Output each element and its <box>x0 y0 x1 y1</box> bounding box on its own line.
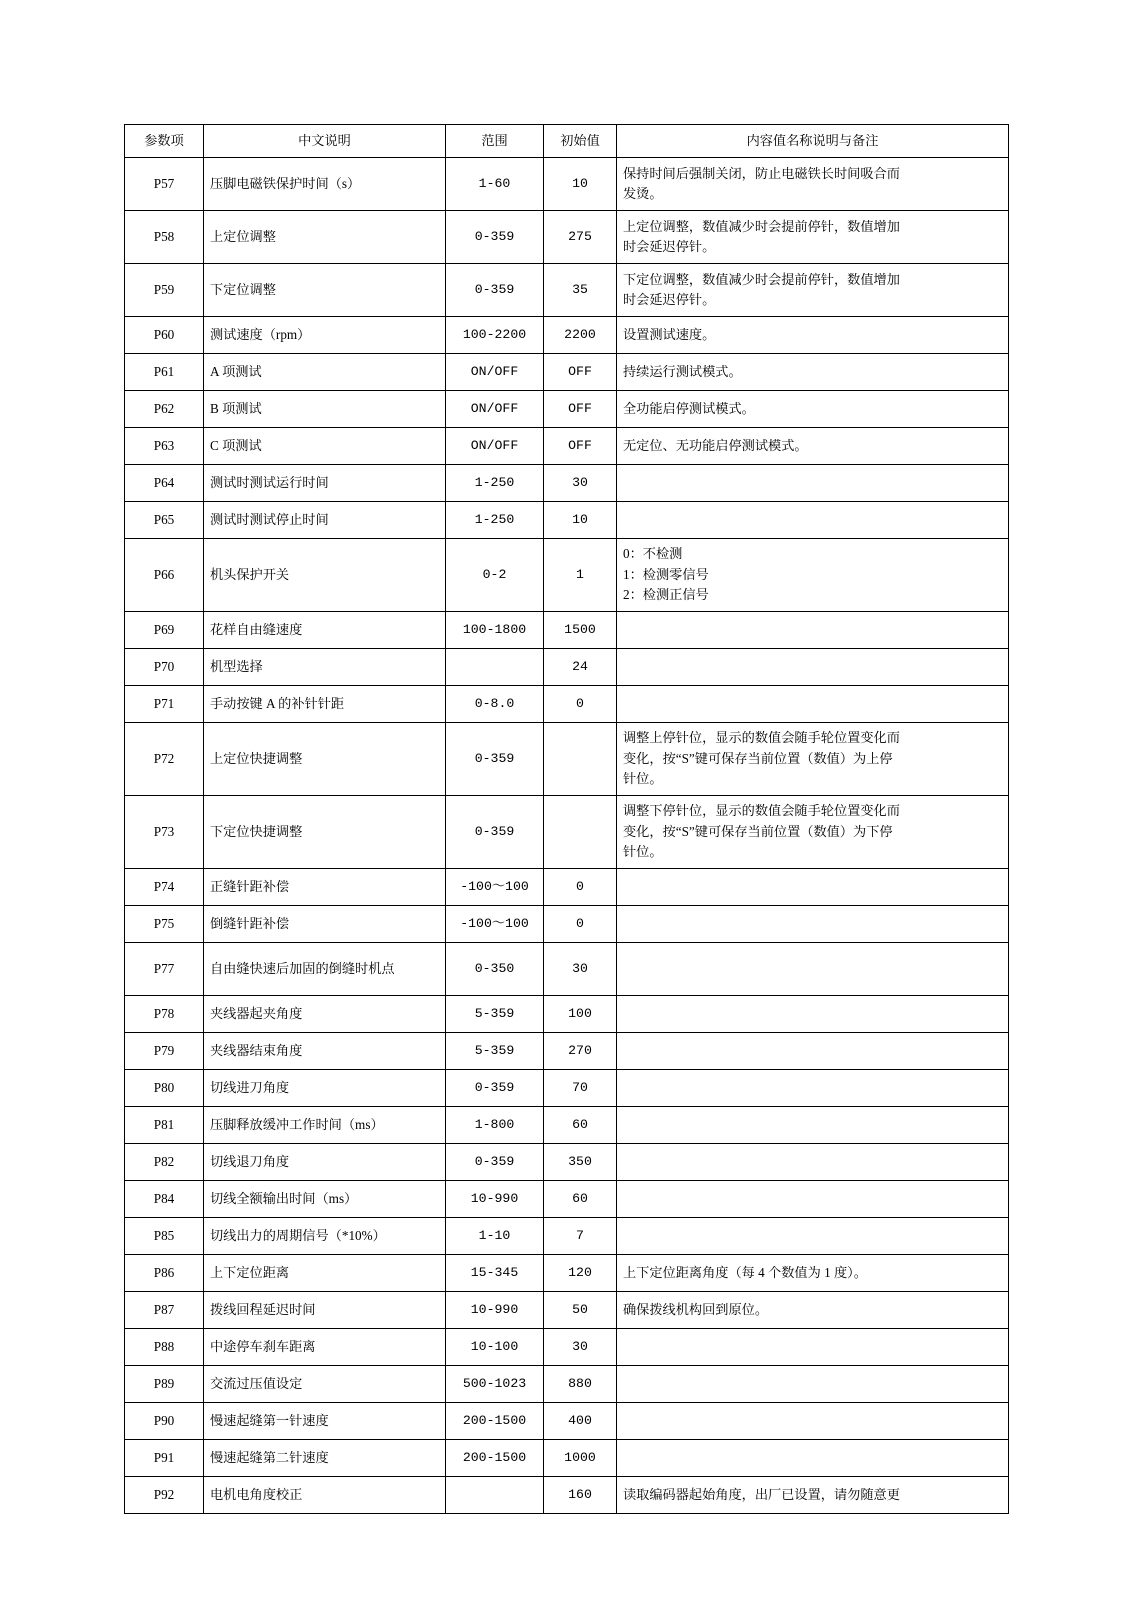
cell-description <box>204 1329 446 1366</box>
cell-note <box>617 1366 1009 1403</box>
description-line: 测试时测试停止时间 <box>210 511 329 527</box>
cell-note <box>617 158 1009 211</box>
description-line: 中途停车刹车距离 <box>210 1338 316 1354</box>
cell-parameter-code: P58 <box>125 211 204 264</box>
note-line: 调整下停针位，显示的数值会随手轮位置变化而 <box>623 803 900 819</box>
cell-note <box>617 723 1009 796</box>
description-line: 花样自由缝速度 <box>210 621 303 637</box>
cell-initial-value: 2200 <box>544 317 617 354</box>
table-row <box>125 686 1009 723</box>
table-row <box>125 796 1009 869</box>
cell-note <box>617 1218 1009 1255</box>
cell-description <box>204 158 446 211</box>
cell-parameter-code: P92 <box>125 1477 204 1514</box>
cell-note <box>617 539 1009 612</box>
description-line: 下定位快捷调整 <box>210 823 303 839</box>
cell-initial-value: OFF <box>544 428 617 465</box>
note-line: 确保拨线机构回到原位。 <box>623 1301 769 1317</box>
description-line: 慢速起缝第一针速度 <box>210 1412 329 1428</box>
cell-range: 0-359 <box>446 796 544 869</box>
cell-initial-value: 400 <box>544 1403 617 1440</box>
description-line: 压脚电磁铁保护时间（s） <box>210 175 361 191</box>
cell-description <box>204 428 446 465</box>
description-line: 机型选择 <box>210 658 263 674</box>
table-row <box>125 1440 1009 1477</box>
cell-parameter-code: P84 <box>125 1181 204 1218</box>
cell-initial-value: 275 <box>544 211 617 264</box>
table-row <box>125 1218 1009 1255</box>
description-line: 切线全额输出时间（ms） <box>210 1190 358 1206</box>
table-row <box>125 1329 1009 1366</box>
cell-description <box>204 211 446 264</box>
description-line: 机点 <box>368 960 395 976</box>
cell-initial-value: 0 <box>544 906 617 943</box>
cell-description <box>204 502 446 539</box>
note-line: 发烫。 <box>623 186 663 201</box>
cell-note <box>617 1070 1009 1107</box>
cell-description <box>204 649 446 686</box>
cell-parameter-code: P80 <box>125 1070 204 1107</box>
description-line: 正缝针距补偿 <box>210 878 290 894</box>
table-row <box>125 649 1009 686</box>
cell-initial-value: 0 <box>544 686 617 723</box>
table-row <box>125 539 1009 612</box>
description-line: A 项测试 <box>210 363 262 379</box>
cell-range: 0-359 <box>446 723 544 796</box>
cell-range: 1-250 <box>446 465 544 502</box>
description-line: 切线进刀角度 <box>210 1079 290 1095</box>
cell-range: 15-345 <box>446 1255 544 1292</box>
cell-initial-value: 100 <box>544 996 617 1033</box>
description-line: 测试时测试运行时间 <box>210 474 329 490</box>
cell-description <box>204 723 446 796</box>
cell-initial-value: 60 <box>544 1107 617 1144</box>
cell-parameter-code: P65 <box>125 502 204 539</box>
cell-description <box>204 1403 446 1440</box>
table-row <box>125 1255 1009 1292</box>
cell-description <box>204 1144 446 1181</box>
parameter-table <box>124 124 1009 1514</box>
cell-range: 0-359 <box>446 211 544 264</box>
description-line: 电机电角度校正 <box>210 1486 303 1502</box>
cell-description <box>204 391 446 428</box>
cell-parameter-code: P74 <box>125 869 204 906</box>
table-row <box>125 906 1009 943</box>
table-row <box>125 996 1009 1033</box>
cell-parameter-code: P57 <box>125 158 204 211</box>
cell-note <box>617 996 1009 1033</box>
description-line: 慢速起缝第二针速度 <box>210 1449 329 1465</box>
cell-initial-value: 10 <box>544 502 617 539</box>
note-line: 全功能启停测试模式。 <box>623 400 755 416</box>
cell-initial-value: 1500 <box>544 612 617 649</box>
cell-initial-value: OFF <box>544 354 617 391</box>
cell-initial-value: 10 <box>544 158 617 211</box>
cell-description <box>204 465 446 502</box>
cell-range <box>446 649 544 686</box>
note-line: 调整上停针位，显示的数值会随手轮位置变化而 <box>623 730 900 746</box>
cell-range: 0-359 <box>446 1144 544 1181</box>
note-line: 上下定位距离角度（每 4 个数值为 1 度）。 <box>623 1264 867 1280</box>
cell-note <box>617 211 1009 264</box>
description-line: 切线出力的周期信号（*10%） <box>210 1227 386 1243</box>
cell-range: 0-359 <box>446 1070 544 1107</box>
note-line: 下定位调整，数值减少时会提前停针，数值增加 <box>623 271 900 287</box>
cell-parameter-code: P73 <box>125 796 204 869</box>
cell-note <box>617 1033 1009 1070</box>
cell-note <box>617 354 1009 391</box>
cell-parameter-code: P64 <box>125 465 204 502</box>
cell-initial-value: 30 <box>544 1329 617 1366</box>
note-line: 变化，按“S”键可保存当前位置（数值）为上停 <box>623 750 893 766</box>
cell-parameter-code: P81 <box>125 1107 204 1144</box>
cell-range <box>446 1477 544 1514</box>
table-row <box>125 354 1009 391</box>
cell-range: 1-800 <box>446 1107 544 1144</box>
cell-parameter-code: P89 <box>125 1366 204 1403</box>
cell-range: ON/OFF <box>446 391 544 428</box>
description-line: 自由缝快速后加固的倒缝时 <box>210 960 369 976</box>
note-line: 针位。 <box>623 771 663 787</box>
table-row <box>125 943 1009 996</box>
cell-parameter-code: P85 <box>125 1218 204 1255</box>
table-row <box>125 317 1009 354</box>
cell-range: 5-359 <box>446 996 544 1033</box>
cell-range: 100-2200 <box>446 317 544 354</box>
description-line: 倒缝针距补偿 <box>210 915 290 931</box>
cell-note <box>617 1329 1009 1366</box>
description-line: 上下定位距离 <box>210 1264 290 1280</box>
table-row <box>125 1292 1009 1329</box>
cell-initial-value: 35 <box>544 264 617 317</box>
table-row <box>125 1403 1009 1440</box>
cell-initial-value: 7 <box>544 1218 617 1255</box>
note-line: 针位。 <box>623 844 663 860</box>
cell-parameter-code: P88 <box>125 1329 204 1366</box>
cell-range: 1-10 <box>446 1218 544 1255</box>
cell-initial-value: 60 <box>544 1181 617 1218</box>
cell-parameter-code: P61 <box>125 354 204 391</box>
table-row <box>125 391 1009 428</box>
description-line: 下定位调整 <box>210 281 276 297</box>
cell-description <box>204 1477 446 1514</box>
cell-initial-value: 160 <box>544 1477 617 1514</box>
cell-range: 500-1023 <box>446 1366 544 1403</box>
cell-initial-value: 880 <box>544 1366 617 1403</box>
cell-parameter-code: P91 <box>125 1440 204 1477</box>
cell-range: 10-990 <box>446 1181 544 1218</box>
cell-parameter-code: P69 <box>125 612 204 649</box>
cell-note <box>617 1144 1009 1181</box>
table-header <box>125 125 1009 158</box>
cell-note <box>617 869 1009 906</box>
cell-description <box>204 1218 446 1255</box>
cell-range: 5-359 <box>446 1033 544 1070</box>
note-line: 变化，按“S”键可保存当前位置（数值）为下停 <box>623 823 893 839</box>
cell-parameter-code: P77 <box>125 943 204 996</box>
cell-initial-value: 30 <box>544 943 617 996</box>
description-line: C 项测试 <box>210 437 262 453</box>
cell-description <box>204 1181 446 1218</box>
cell-range: 0-359 <box>446 264 544 317</box>
cell-parameter-code: P62 <box>125 391 204 428</box>
cell-range: 0-2 <box>446 539 544 612</box>
cell-parameter-code: P90 <box>125 1403 204 1440</box>
cell-description <box>204 539 446 612</box>
table-row <box>125 502 1009 539</box>
cell-description <box>204 1366 446 1403</box>
cell-parameter-code: P75 <box>125 906 204 943</box>
note-line: 0：不检测 <box>623 546 683 562</box>
description-line: 手动按键 A 的补针针距 <box>210 695 345 711</box>
description-line: 压脚释放缓冲工作时间（ms） <box>210 1116 384 1132</box>
table-row <box>125 723 1009 796</box>
cell-description <box>204 996 446 1033</box>
cell-note <box>617 906 1009 943</box>
cell-initial-value: 0 <box>544 869 617 906</box>
description-line: 拨线回程延迟时间 <box>210 1301 316 1317</box>
cell-note <box>617 428 1009 465</box>
cell-parameter-code: P87 <box>125 1292 204 1329</box>
description-line: 夹线器起夹角度 <box>210 1005 303 1021</box>
cell-note <box>617 317 1009 354</box>
cell-description <box>204 354 446 391</box>
table-row <box>125 428 1009 465</box>
note-line: 无定位、无功能启停测试模式。 <box>623 437 808 453</box>
header-cell-initial: 初始值 <box>544 125 617 158</box>
table-body <box>125 158 1009 1514</box>
table-row <box>125 1366 1009 1403</box>
header-cell-note: 内容值名称说明与备注 <box>617 125 1009 158</box>
table-row <box>125 264 1009 317</box>
table-row <box>125 211 1009 264</box>
table-row <box>125 158 1009 211</box>
description-line: 夹线器结束角度 <box>210 1042 303 1058</box>
cell-parameter-code: P72 <box>125 723 204 796</box>
cell-initial-value: 50 <box>544 1292 617 1329</box>
cell-initial-value: 70 <box>544 1070 617 1107</box>
cell-initial-value: 1000 <box>544 1440 617 1477</box>
cell-note <box>617 391 1009 428</box>
cell-initial-value: OFF <box>544 391 617 428</box>
table-row <box>125 1144 1009 1181</box>
cell-description <box>204 906 446 943</box>
cell-range: 0-8.0 <box>446 686 544 723</box>
cell-parameter-code: P59 <box>125 264 204 317</box>
cell-note <box>617 1181 1009 1218</box>
cell-range: -100～100 <box>446 906 544 943</box>
cell-description <box>204 869 446 906</box>
cell-initial-value <box>544 723 617 796</box>
table-row <box>125 869 1009 906</box>
description-line: 上定位调整 <box>210 228 276 244</box>
note-line: 时会延迟停针。 <box>623 292 716 307</box>
cell-parameter-code: P63 <box>125 428 204 465</box>
cell-initial-value: 30 <box>544 465 617 502</box>
cell-range: 1-60 <box>446 158 544 211</box>
cell-parameter-code: P86 <box>125 1255 204 1292</box>
cell-range: 10-100 <box>446 1329 544 1366</box>
cell-note <box>617 686 1009 723</box>
cell-initial-value: 1 <box>544 539 617 612</box>
cell-description <box>204 1070 446 1107</box>
note-line: 2：检测正信号 <box>623 587 709 603</box>
note-line: 持续运行测试模式。 <box>623 363 742 379</box>
cell-parameter-code: P79 <box>125 1033 204 1070</box>
cell-note <box>617 264 1009 317</box>
description-line: 机头保护开关 <box>210 566 290 582</box>
description-line: 切线退刀角度 <box>210 1153 290 1169</box>
cell-note <box>617 612 1009 649</box>
cell-note <box>617 502 1009 539</box>
note-line: 设置测试速度。 <box>623 326 716 342</box>
cell-description <box>204 1107 446 1144</box>
table-row <box>125 612 1009 649</box>
cell-note <box>617 465 1009 502</box>
cell-description <box>204 264 446 317</box>
cell-description <box>204 317 446 354</box>
cell-parameter-code: P70 <box>125 649 204 686</box>
cell-description <box>204 686 446 723</box>
cell-parameter-code: P71 <box>125 686 204 723</box>
note-line: 1：检测零信号 <box>623 566 709 582</box>
cell-initial-value: 24 <box>544 649 617 686</box>
description-line: 测试速度（rpm） <box>210 326 311 342</box>
cell-range: 100-1800 <box>446 612 544 649</box>
cell-note <box>617 1292 1009 1329</box>
description-line: B 项测试 <box>210 400 262 416</box>
table-row <box>125 1477 1009 1514</box>
table-header-row <box>125 125 1009 158</box>
table-row <box>125 1181 1009 1218</box>
header-cell-range: 范围 <box>446 125 544 158</box>
note-line: 上定位调整，数值减少时会提前停针，数值增加 <box>623 218 900 234</box>
cell-description <box>204 1255 446 1292</box>
cell-range: 200-1500 <box>446 1403 544 1440</box>
cell-range: -100～100 <box>446 869 544 906</box>
cell-note <box>617 1440 1009 1477</box>
cell-initial-value <box>544 796 617 869</box>
note-line: 时会延迟停针。 <box>623 239 716 254</box>
header-cell-code: 参数项 <box>125 125 204 158</box>
cell-description <box>204 1033 446 1070</box>
table-row <box>125 1107 1009 1144</box>
cell-note <box>617 1107 1009 1144</box>
cell-parameter-code: P78 <box>125 996 204 1033</box>
cell-range: ON/OFF <box>446 354 544 391</box>
cell-initial-value: 120 <box>544 1255 617 1292</box>
cell-parameter-code: P60 <box>125 317 204 354</box>
cell-description <box>204 612 446 649</box>
note-line: 读取编码器起始角度，出厂已设置，请勿随意更 <box>623 1486 900 1502</box>
description-line: 交流过压值设定 <box>210 1375 303 1391</box>
parameter-table-container <box>124 124 1008 1514</box>
table-row <box>125 1033 1009 1070</box>
cell-description <box>204 1440 446 1477</box>
cell-range: 10-990 <box>446 1292 544 1329</box>
note-line: 保持时间后强制关闭，防止电磁铁长时间吸合而 <box>623 165 900 181</box>
cell-note <box>617 943 1009 996</box>
cell-description <box>204 1292 446 1329</box>
cell-range: 1-250 <box>446 502 544 539</box>
cell-note <box>617 1477 1009 1514</box>
cell-initial-value: 350 <box>544 1144 617 1181</box>
cell-description <box>204 796 446 869</box>
cell-note <box>617 796 1009 869</box>
header-cell-description: 中文说明 <box>204 125 446 158</box>
cell-range: ON/OFF <box>446 428 544 465</box>
table-row <box>125 465 1009 502</box>
description-line: 上定位快捷调整 <box>210 750 303 766</box>
cell-parameter-code: P66 <box>125 539 204 612</box>
cell-range: 0-350 <box>446 943 544 996</box>
cell-note <box>617 1255 1009 1292</box>
cell-parameter-code: P82 <box>125 1144 204 1181</box>
cell-description <box>204 943 446 996</box>
cell-note <box>617 1403 1009 1440</box>
table-row <box>125 1070 1009 1107</box>
cell-initial-value: 270 <box>544 1033 617 1070</box>
cell-note <box>617 649 1009 686</box>
cell-range: 200-1500 <box>446 1440 544 1477</box>
